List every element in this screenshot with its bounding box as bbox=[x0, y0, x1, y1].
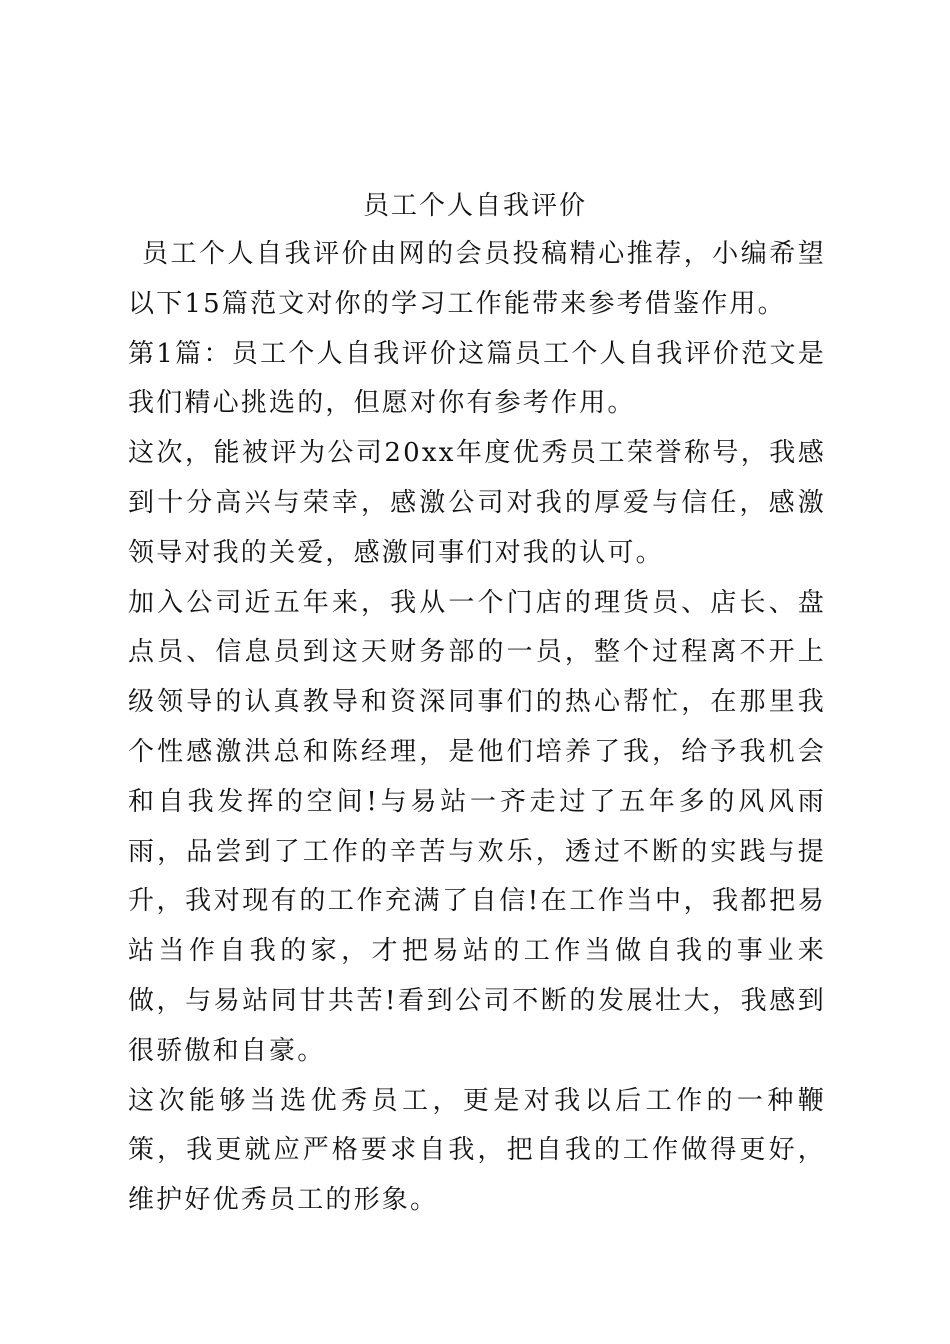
paragraph-award: 这次，能被评为公司20xx年度优秀员工荣誉称号，我感到十分高兴与荣幸，感激公司对我的厚爱与信任，感激领导对我的关爱，感激同事们对我的认可。 bbox=[128, 438, 826, 568]
document-body bbox=[128, 230, 826, 1226]
paragraph-career: 加入公司近五年来，我从一个门店的理货员、店长、盘点员、信息员到这天财务部的一员，整个过程离不开上级领导的认真教导和资深同事们的热心帮忙，在那里我个性感激洪总和陈经理，是他们培养了我，给予我机会和自我发挥的空间!与易站一齐走过了五年多的风风雨雨，品尝到了工作的辛苦与欢乐，透过不断的实践与提升，我对现有的工作充满了自信!在工作当中，我都把易站当作自我的家，才把易站的工作当做自我的事业来做，与易站同甘共苦!看到公司不断的发展壮大，我感到很骄傲和自豪。 bbox=[128, 587, 826, 1066]
paragraph-intro: 员工个人自我评价由网的会员投稿精心推荐，小编希望以下15篇范文对你的学习工作能带来参考借鉴作用。 bbox=[128, 239, 826, 319]
document-title: 员工个人自我评价 bbox=[362, 191, 587, 221]
paragraph-conclusion: 这次能够当选优秀员工，更是对我以后工作的一种鞭策，我更就应严格要求自我，把自我的工作做得更好，维护好优秀员工的形象。 bbox=[128, 1085, 826, 1216]
paragraph-article-1-heading: 第1篇：员工个人自我评价这篇员工个人自我评价范文是我们精心挑选的，但愿对你有参考作用。 bbox=[128, 338, 826, 419]
